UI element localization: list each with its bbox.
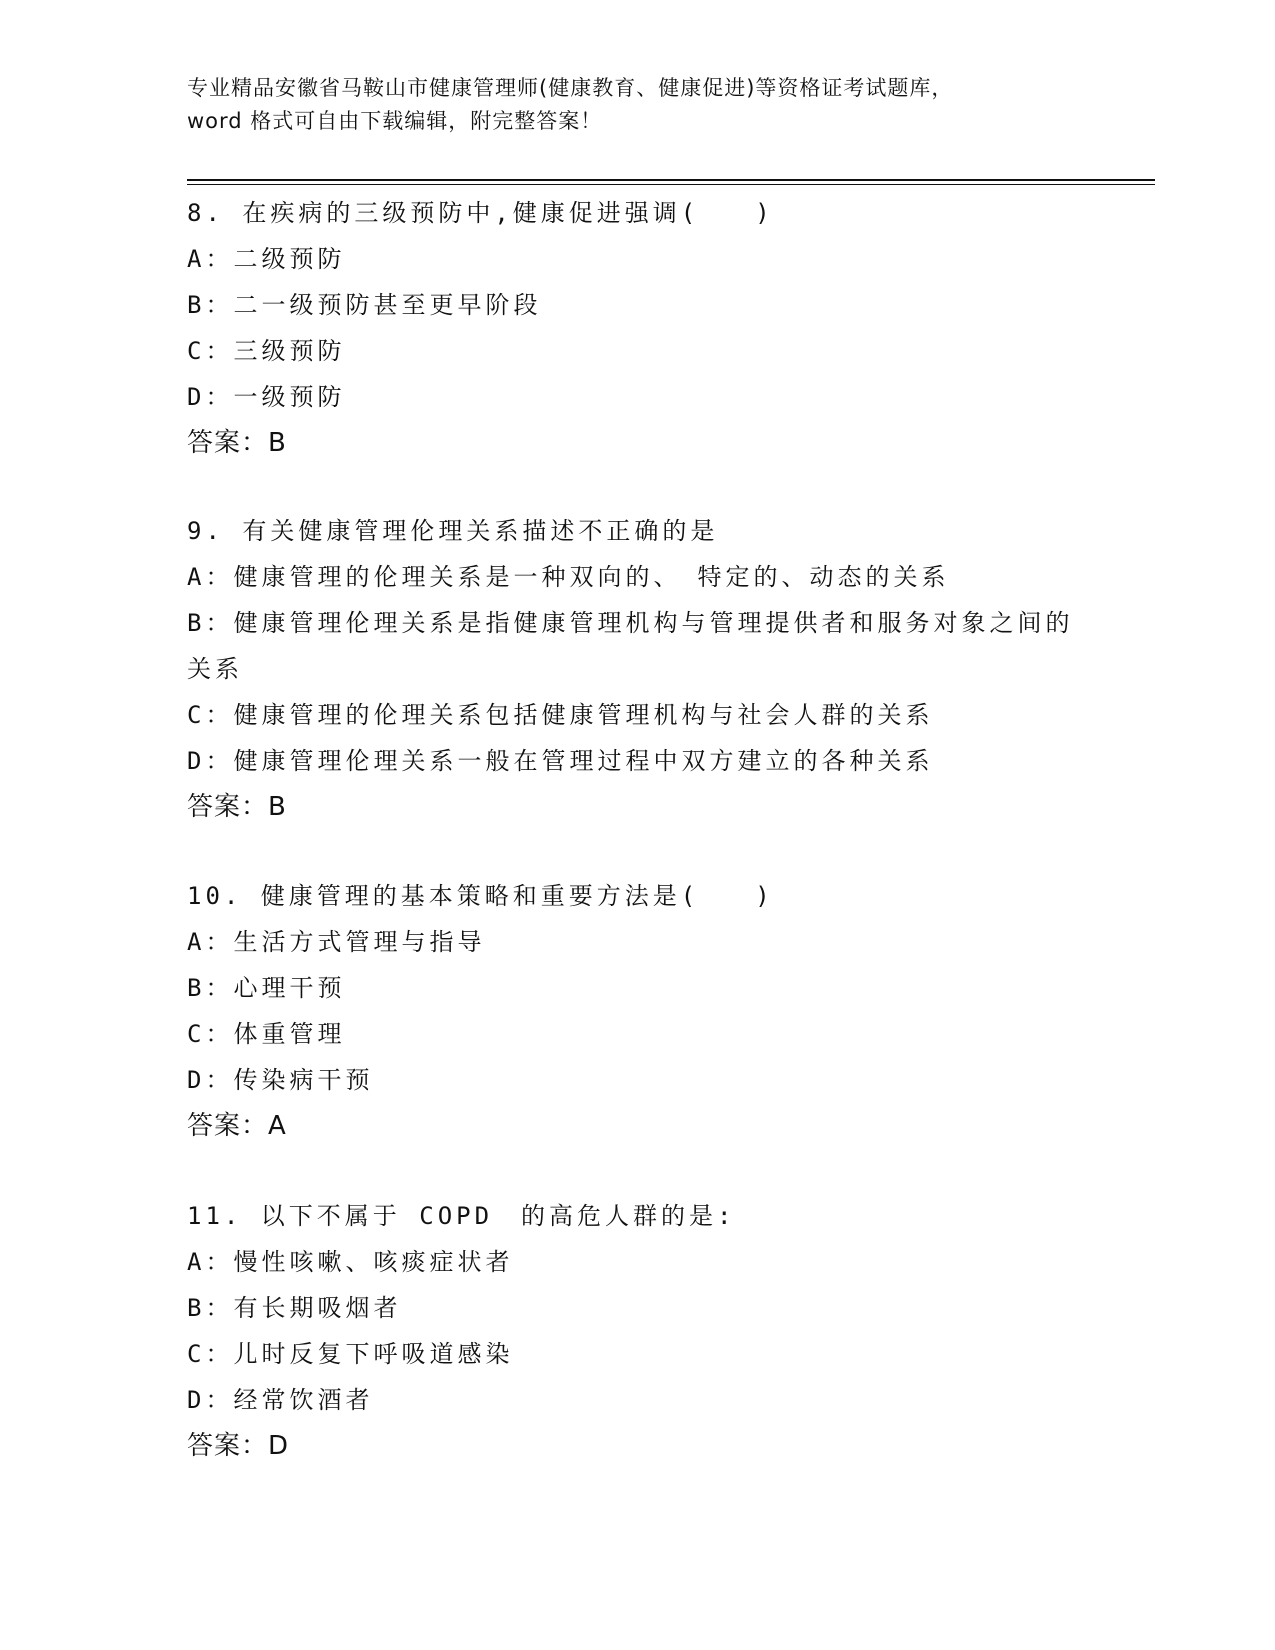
answer: 答案：B xyxy=(187,428,287,458)
option-a: A：健康管理的伦理关系是一种双向的、 特定的、动态的关系 xyxy=(187,563,950,591)
option-c: C：健康管理的伦理关系包括健康管理机构与社会人群的关系 xyxy=(187,701,934,729)
question-9 xyxy=(187,508,1087,830)
header-divider-thin xyxy=(187,184,1155,185)
header-line-1: 专业精品安徽省马鞍山市健康管理师(健康教育、健康促进)等资格证考试题库， xyxy=(187,76,954,100)
document-header xyxy=(187,72,1067,138)
option-d: D：传染病干预 xyxy=(187,1066,374,1094)
option-a: A：二级预防 xyxy=(187,245,346,273)
question-stem: 10. 健康管理的基本策略和重要方法是( ) xyxy=(187,882,774,910)
answer: 答案：A xyxy=(187,1111,287,1141)
option-a: A：生活方式管理与指导 xyxy=(187,928,486,956)
option-b: B：健康管理伦理关系是指健康管理机构与管理提供者和服务对象之间的关系 xyxy=(187,609,1074,683)
question-8 xyxy=(187,190,1087,466)
header-divider-thick xyxy=(187,179,1155,181)
option-a: A：慢性咳嗽、咳痰症状者 xyxy=(187,1248,514,1276)
question-stem: 9. 有关健康管理伦理关系描述不正确的是 xyxy=(187,517,719,545)
option-b: B：有长期吸烟者 xyxy=(187,1294,402,1322)
question-stem: 8. 在疾病的三级预防中,健康促进强调( ) xyxy=(187,199,774,227)
question-11 xyxy=(187,1193,1087,1469)
question-10 xyxy=(187,873,1087,1149)
option-d: D：一级预防 xyxy=(187,383,346,411)
answer: 答案：B xyxy=(187,792,287,822)
answer: 答案：D xyxy=(187,1431,290,1461)
option-d: D：经常饮酒者 xyxy=(187,1386,374,1414)
option-b: B：二一级预防甚至更早阶段 xyxy=(187,291,542,319)
question-stem: 11. 以下不属于 COPD 的高危人群的是: xyxy=(187,1202,736,1230)
option-d: D：健康管理伦理关系一般在管理过程中双方建立的各种关系 xyxy=(187,747,934,775)
option-c: C：三级预防 xyxy=(187,337,346,365)
option-c: C：体重管理 xyxy=(187,1020,346,1048)
option-c: C：儿时反复下呼吸道感染 xyxy=(187,1340,514,1368)
header-line-2: word 格式可自由下载编辑，附完整答案！ xyxy=(187,109,603,133)
option-b: B：心理干预 xyxy=(187,974,346,1002)
